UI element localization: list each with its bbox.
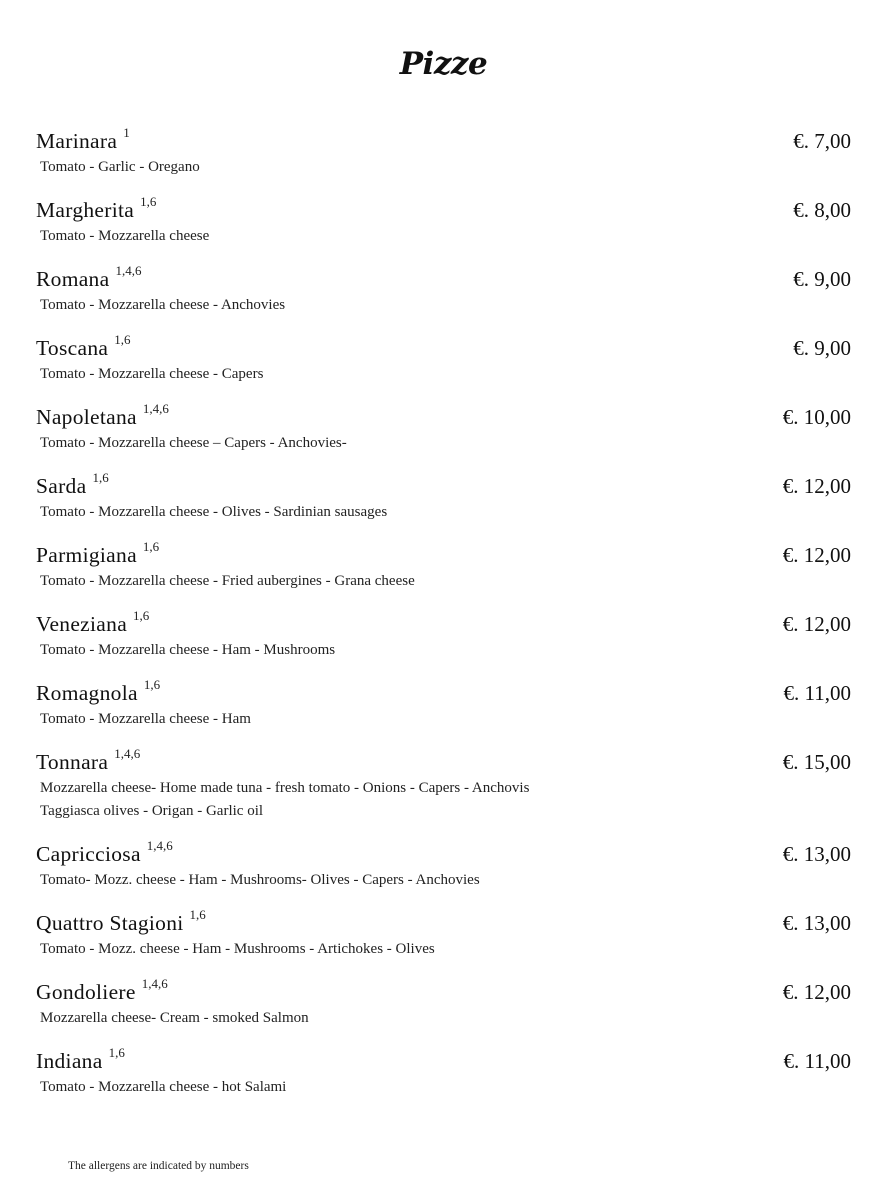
menu-item-price: €. 9,00 xyxy=(793,336,851,360)
menu-item-allergens: 1,4,6 xyxy=(114,746,141,761)
menu-item xyxy=(36,1046,851,1099)
menu-item-description: Tomato - Mozzarella cheese - Fried aubergines - Grana cheese xyxy=(40,573,415,589)
menu-item-description: Tomato - Mozzarella cheese - Ham xyxy=(40,711,251,727)
menu-item-name: Veneziana xyxy=(36,612,128,636)
menu-item-name: Indiana xyxy=(36,1049,103,1073)
menu-item-allergens: 1,6 xyxy=(143,677,161,692)
menu-item-name: Romana xyxy=(36,267,110,291)
menu-item-header xyxy=(36,471,851,501)
menu-item-name: Tonnara xyxy=(36,750,109,774)
menu-item-description: Tomato - Mozzarella cheese - Capers xyxy=(40,366,264,382)
menu-item-header xyxy=(36,609,851,639)
menu-item-price: €. 12,00 xyxy=(782,474,851,498)
menu-item-price: €. 11,00 xyxy=(783,681,851,705)
menu-item xyxy=(36,471,851,524)
menu-item-header xyxy=(36,540,851,570)
menu-item-allergens: 1,6 xyxy=(108,1045,125,1060)
menu-item-name: Parmigiana xyxy=(36,543,137,567)
menu-item xyxy=(36,333,851,386)
menu-item-name: Romagnola xyxy=(36,681,138,705)
menu-item-header xyxy=(36,839,851,869)
menu-item-description: Tomato - Mozzarella cheese xyxy=(40,228,210,244)
menu-item-description: Tomato - Mozzarella cheese - Ham - Mushrooms xyxy=(40,642,336,658)
menu-item xyxy=(36,402,851,455)
menu-item-description: Tomato - Mozzarella cheese - Anchovies xyxy=(40,297,286,313)
menu-item xyxy=(36,609,851,662)
menu-item-header xyxy=(36,1046,851,1076)
menu-item xyxy=(36,264,851,317)
menu-item-name: Marinara xyxy=(36,129,118,153)
menu-item-header xyxy=(36,977,851,1007)
menu-item-name: Toscana xyxy=(36,336,109,360)
menu-item-header xyxy=(36,678,851,708)
menu-item-price: €. 8,00 xyxy=(793,198,851,222)
menu-item-allergens: 1,6 xyxy=(114,332,131,347)
menu-item-allergens: 1,6 xyxy=(140,194,157,209)
menu-item-header xyxy=(36,333,851,363)
menu-item-description: Tomato- Mozz. cheese - Ham - Mushrooms- Olives - Capers - Anchovies xyxy=(40,872,480,888)
menu-item-allergens: 1,6 xyxy=(133,608,150,623)
menu-item-allergens: 1,6 xyxy=(92,470,109,485)
menu-item-price: €. 15,00 xyxy=(782,750,851,774)
menu-item-description: Mozzarella cheese- Cream - smoked Salmon xyxy=(40,1010,309,1026)
menu-item-price: €. 7,00 xyxy=(793,129,851,153)
menu-item-price: €. 12,00 xyxy=(782,543,851,567)
menu-item-name: Gondoliere xyxy=(36,980,136,1004)
allergen-note: The allergens are indicated by numbers xyxy=(68,1160,249,1172)
menu-item-name: Napoletana xyxy=(36,405,137,429)
menu-list xyxy=(36,126,851,1115)
menu-item xyxy=(36,678,851,731)
menu-item-price: €. 9,00 xyxy=(793,267,851,291)
menu-item xyxy=(36,839,851,892)
menu-item-description: Tomato - Mozz. cheese - Ham - Mushrooms - Artichokes - Olives xyxy=(40,941,435,957)
menu-item-allergens: 1,4,6 xyxy=(146,838,173,853)
menu-item-price: €. 10,00 xyxy=(782,405,851,429)
menu-item-header xyxy=(36,908,851,938)
menu-item xyxy=(36,747,851,823)
menu-item-allergens: 1,6 xyxy=(142,539,160,554)
menu-item-price: €. 13,00 xyxy=(782,911,851,935)
menu-item-allergens: 1 xyxy=(123,125,130,140)
menu-item xyxy=(36,195,851,248)
menu-item-price: €. 11,00 xyxy=(783,1049,851,1073)
menu-item-header xyxy=(36,402,851,432)
menu-item-allergens: 1,4,6 xyxy=(142,401,169,416)
menu-item-header xyxy=(36,264,851,294)
menu-item-description: Mozzarella cheese- Home made tuna - fresh tomato - Onions - Capers - Anchovis Taggiasca olives - Origan - Garlic oil xyxy=(40,780,530,819)
menu-item-description: Tomato - Mozzarella cheese - Olives - Sardinian sausages xyxy=(40,504,388,520)
menu-item-name: Capricciosa xyxy=(36,842,141,866)
menu-item-header xyxy=(36,747,851,777)
menu-item-name: Sarda xyxy=(36,474,87,498)
menu-item-name: Margherita xyxy=(36,198,135,222)
menu-item-header xyxy=(36,195,851,225)
menu-item-description: Tomato - Mozzarella cheese – Capers - Anchovies- xyxy=(40,435,347,451)
menu-item-description: Tomato - Garlic - Oregano xyxy=(40,159,200,175)
menu-item-allergens: 1,6 xyxy=(189,907,206,922)
menu-item-price: €. 13,00 xyxy=(782,842,851,866)
menu-item xyxy=(36,908,851,961)
menu-item xyxy=(36,540,851,593)
menu-item xyxy=(36,126,851,179)
menu-item-header xyxy=(36,126,851,156)
menu-item xyxy=(36,977,851,1030)
menu-item-name: Quattro Stagioni xyxy=(36,911,184,935)
menu-item-allergens: 1,4,6 xyxy=(141,976,168,991)
menu-item-price: €. 12,00 xyxy=(782,612,851,636)
page-title: Pizze xyxy=(399,46,488,82)
menu-item-allergens: 1,4,6 xyxy=(115,263,142,278)
menu-item-description: Tomato - Mozzarella cheese - hot Salami xyxy=(40,1079,287,1095)
menu-item-price: €. 12,00 xyxy=(782,980,851,1004)
